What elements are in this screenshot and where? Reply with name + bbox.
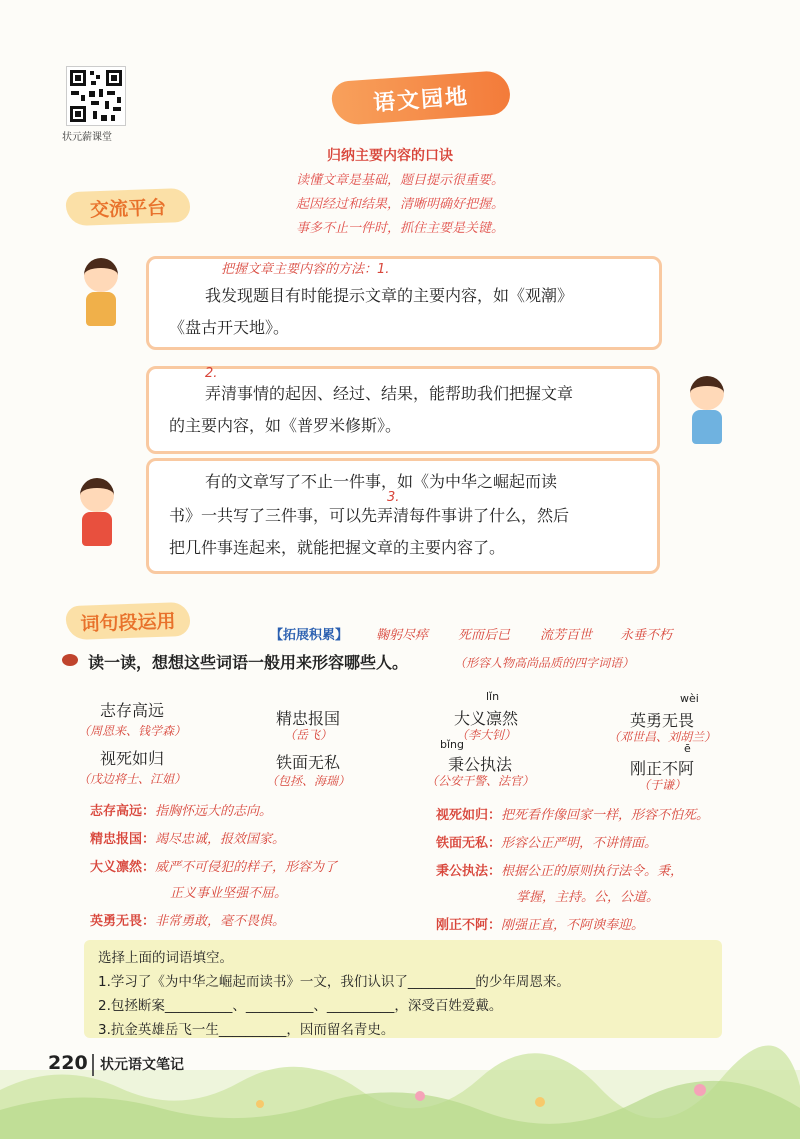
- dialogue-bubble-1: [146, 256, 662, 350]
- question-text: 读一读，想想这些词语一般用来形容哪些人。: [88, 653, 409, 672]
- definition: 视死如归：把死看作像回家一样，形容不怕死。: [436, 808, 710, 823]
- page-title: 语文园地: [372, 84, 470, 116]
- pinyin: bǐng: [440, 738, 464, 751]
- dialogue-text: 我发现题目有时能提示文章的主要内容，如《观潮》: [205, 286, 574, 305]
- definition: 志存高远：指胸怀远大的志向。: [90, 804, 273, 819]
- dialogue-note: 把握文章主要内容的方法：1.: [221, 262, 390, 277]
- definition: 英勇无畏：非常勇敢，毫不畏惧。: [90, 914, 286, 929]
- question-note: （形容人物高尚品质的四字词语）: [454, 656, 635, 670]
- qr-code: [66, 66, 126, 126]
- dialogue-text: 的主要内容，如《普罗米修斯》。: [169, 416, 402, 435]
- word-note: （邓世昌、刘胡兰）: [607, 730, 716, 744]
- word-note: （周恩来、钱学森）: [77, 724, 186, 738]
- dialogue-note: 3.: [387, 490, 400, 505]
- definition: 秉公执法：根据公正的原则执行法令。秉，: [436, 864, 684, 879]
- definition: 刚正不阿：刚强正直，不阿谀奉迎。: [436, 918, 645, 933]
- word-note: （李大钊）: [455, 728, 516, 742]
- dialogue-text: 弄清事情的起因、经过、结果，能帮助我们把握文章: [205, 384, 574, 403]
- word: 大义凛然: [453, 709, 518, 728]
- exercise-prompt: 选择上面的词语填空。: [98, 950, 233, 966]
- pinyin: wèi: [680, 692, 699, 705]
- formula-title: 归纳主要内容的口诀: [327, 148, 453, 164]
- book-title: 状元语文笔记: [100, 1057, 184, 1073]
- pinyin: ē: [684, 742, 691, 755]
- word: 秉公执法: [447, 755, 512, 774]
- definition: 掌握，主持。公，公道。: [516, 890, 660, 905]
- word: 志存高远: [99, 701, 164, 720]
- qr-code-graphic: [67, 67, 125, 125]
- girl-avatar: [682, 376, 732, 446]
- page-title-banner: [331, 70, 512, 126]
- definition: 正义事业坚强不屈。: [170, 886, 288, 901]
- dialogue-note: 2.: [205, 366, 218, 381]
- definition: 铁面无私：形容公正严明，不讲情面。: [436, 836, 658, 851]
- dialogue-text: 把几件事连起来，就能把握文章的主要内容了。: [169, 538, 506, 557]
- exercise-item: 2.包拯断案__________、__________、__________，深受百姓爱戴。: [98, 998, 503, 1014]
- formula-line: 读懂文章是基础，题目提示很重要。: [296, 173, 505, 188]
- page-number: 220: [48, 1052, 88, 1074]
- qr-label: 状元薪课堂: [62, 132, 112, 143]
- word-note: （于谦）: [637, 778, 686, 792]
- word: 精忠报国: [275, 709, 340, 728]
- girl-avatar: [72, 478, 122, 548]
- extension-word: 流芳百世: [540, 628, 593, 643]
- extension-word: 死而后已: [458, 628, 511, 643]
- formula-line: 起因经过和结果，清晰明确好把握。: [296, 197, 505, 212]
- extension-word: 鞠躬尽瘁: [376, 628, 429, 643]
- boy-avatar: [76, 258, 126, 328]
- bullet-icon: [62, 654, 78, 666]
- definition: 精忠报国：竭尽忠诚，报效国家。: [90, 832, 286, 847]
- exercise-item: 3.抗金英雄岳飞一生__________，因而留名青史。: [98, 1022, 395, 1038]
- word: 刚正不阿: [629, 759, 694, 778]
- dialogue-text: 《盘古开天地》。: [169, 318, 290, 337]
- extension-word: 永垂不朽: [620, 628, 673, 643]
- grass-decoration: [0, 1030, 800, 1139]
- dialogue-text: 书》一共写了三件事，可以先弄清每件事讲了什么，然后: [169, 506, 570, 525]
- word: 视死如归: [99, 749, 164, 768]
- section-badge-usage: 词句段运用: [65, 602, 190, 640]
- pinyin: lǐn: [486, 690, 500, 703]
- section-badge-exchange: 交流平台: [65, 188, 190, 226]
- word: 英勇无畏: [629, 711, 694, 730]
- word-note: （戊边将士、江姐）: [77, 772, 186, 786]
- exercise-item: 1.学习了《为中华之崛起而读书》一文，我们认识了__________的少年周恩来。: [98, 974, 570, 990]
- exercise-box: [84, 940, 722, 1038]
- formula-line: 事多不止一件时，抓住主要是关键。: [296, 221, 505, 236]
- definition: 大义凛然：威严不可侵犯的样子，形容为了: [90, 860, 338, 875]
- dialogue-bubble-3: [146, 458, 660, 574]
- footer-divider: [92, 1054, 94, 1076]
- dialogue-text: 有的文章写了不止一件事，如《为中华之崛起而读: [205, 472, 558, 491]
- word-note: （包拯、海瑞）: [265, 774, 350, 788]
- word-note: （岳飞）: [283, 728, 332, 742]
- word: 铁面无私: [275, 753, 340, 772]
- extension-label: 【拓展积累】: [270, 628, 349, 643]
- word-note: （公安干警、法官）: [425, 774, 534, 788]
- dialogue-bubble-2: [146, 366, 660, 454]
